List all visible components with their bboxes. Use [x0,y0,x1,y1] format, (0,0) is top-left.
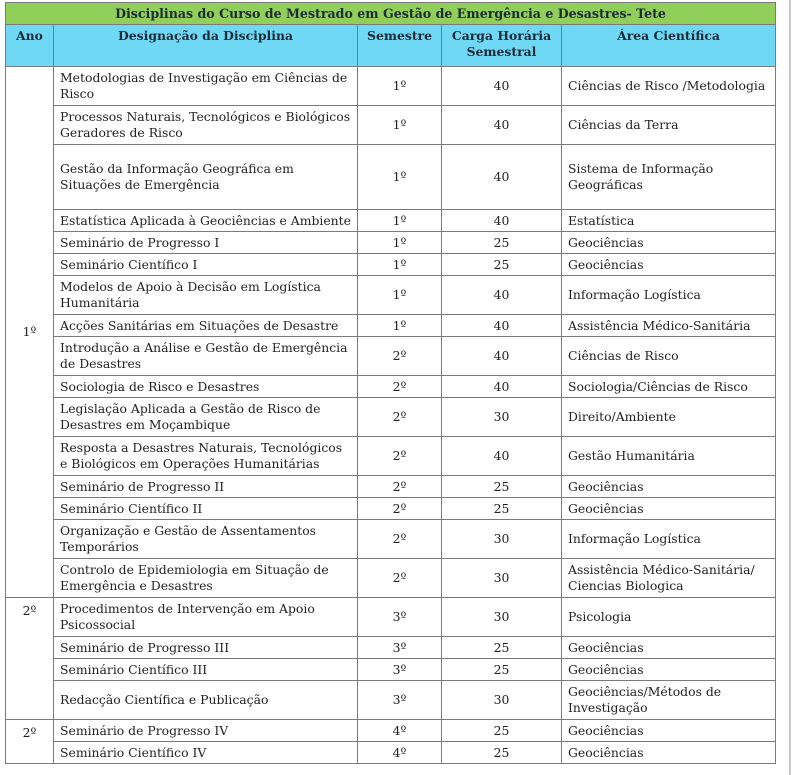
carga-cell: 25 [442,659,562,681]
disciplina-cell: Seminário Científico III [54,659,358,681]
table-row [6,498,776,520]
table-row [6,376,776,398]
header-semestre: Semestre [358,25,442,67]
table-row [6,398,776,437]
carga-cell: 30 [442,598,562,637]
area-cell: Geociências [562,742,776,764]
disciplina-cell: Gestão da Informação Geográfica em Situações de Emergência [54,145,358,210]
disciplina-cell: Processos Naturais, Tecnológicos e Biológicos Geradores de Risco [54,106,358,145]
disciplina-cell: Controlo de Epidemiologia em Situação de Emergência e Desastres [54,559,358,598]
table-row [6,742,776,764]
semestre-cell: 2º [358,559,442,598]
disciplina-cell: Seminário Científico I [54,254,358,276]
disciplina-cell: Introdução a Análise e Gestão de Emergência de Desastres [54,337,358,376]
table-row [6,210,776,232]
disciplina-cell: Resposta a Desastres Naturais, Tecnológicos e Biológicos em Operações Humanitárias [54,437,358,476]
disciplina-cell: Redacção Científica e Publicação [54,681,358,720]
semestre-cell: 2º [358,398,442,437]
carga-cell: 25 [442,254,562,276]
area-cell: Geociências [562,498,776,520]
area-cell: Psicologia [562,598,776,637]
carga-cell: 30 [442,520,562,559]
carga-cell: 40 [442,437,562,476]
carga-cell: 25 [442,742,562,764]
semestre-cell: 3º [358,681,442,720]
disciplina-cell: Modelos de Apoio à Decisão em Logística Humanitária [54,276,358,315]
ano-cell: 1º [6,67,54,598]
carga-cell: 25 [442,476,562,498]
header-disciplina: Designação da Disciplina [54,25,358,67]
table-row [6,637,776,659]
semestre-cell: 2º [358,498,442,520]
semestre-cell: 3º [358,598,442,637]
page-edge-divider [789,0,791,775]
carga-cell: 30 [442,559,562,598]
header-ano: Ano [6,25,54,67]
area-cell: Assistência Médico-Sanitária [562,315,776,337]
area-cell: Assistência Médico-Sanitária/ Ciencias Biologica [562,559,776,598]
semestre-cell: 4º [358,742,442,764]
table-title: Disciplinas do Curso de Mestrado em Gestão de Emergência e Desastres- Tete [6,3,776,25]
table-row [6,276,776,315]
table-row [6,106,776,145]
disciplina-cell: Organização e Gestão de Assentamentos Temporários [54,520,358,559]
semestre-cell: 1º [358,67,442,106]
semestre-cell: 3º [358,659,442,681]
table-header-row [6,25,776,67]
table-row [6,145,776,210]
area-cell: Geociências [562,720,776,742]
carga-cell: 40 [442,276,562,315]
area-cell: Informação Logística [562,276,776,315]
area-cell: Geociências [562,659,776,681]
semestre-cell: 2º [358,376,442,398]
disciplina-cell: Seminário de Progresso III [54,637,358,659]
ano-cell: 2º [6,720,54,764]
header-carga-horaria: Carga Horária Semestral [442,25,562,67]
semestre-cell: 2º [358,520,442,559]
table-row [6,67,776,106]
area-cell: Ciências de Risco [562,337,776,376]
area-cell: Geociências/Métodos de Investigação [562,681,776,720]
semestre-cell: 3º [358,637,442,659]
carga-cell: 40 [442,376,562,398]
semestre-cell: 2º [358,437,442,476]
curriculum-table-container [5,2,775,764]
disciplina-cell: Legislação Aplicada a Gestão de Risco de Desastres em Moçambique [54,398,358,437]
area-cell: Ciências de Risco /Metodologia [562,67,776,106]
semestre-cell: 1º [358,210,442,232]
table-row [6,520,776,559]
area-cell: Informação Logística [562,520,776,559]
area-cell: Geociências [562,232,776,254]
disciplina-cell: Estatística Aplicada à Geociências e Ambiente [54,210,358,232]
table-row [6,559,776,598]
ano-cell: 2º [6,598,54,720]
carga-cell: 40 [442,106,562,145]
semestre-cell: 4º [358,720,442,742]
disciplina-cell: Procedimentos de Intervenção em Apoio Psicossocial [54,598,358,637]
carga-cell: 30 [442,398,562,437]
table-row [6,659,776,681]
area-cell: Direito/Ambiente [562,398,776,437]
table-row [6,337,776,376]
table-row [6,476,776,498]
carga-cell: 25 [442,637,562,659]
table-row [6,254,776,276]
disciplina-cell: Sociologia de Risco e Desastres [54,376,358,398]
area-cell: Geociências [562,254,776,276]
header-area-cientifica: Área Científica [562,25,776,67]
disciplina-cell: Metodologias de Investigação em Ciências de Risco [54,67,358,106]
area-cell: Geociências [562,476,776,498]
table-row [6,720,776,742]
carga-cell: 40 [442,315,562,337]
area-cell: Estatística [562,210,776,232]
carga-cell: 25 [442,498,562,520]
area-cell: Geociências [562,637,776,659]
semestre-cell: 1º [358,254,442,276]
disciplina-cell: Seminário Científico II [54,498,358,520]
area-cell: Sistema de Informação Geográficas [562,145,776,210]
semestre-cell: 2º [358,476,442,498]
curriculum-table [5,2,776,764]
table-row [6,315,776,337]
area-cell: Sociologia/Ciências de Risco [562,376,776,398]
carga-cell: 40 [442,145,562,210]
semestre-cell: 1º [358,106,442,145]
semestre-cell: 1º [358,276,442,315]
carga-cell: 40 [442,210,562,232]
disciplina-cell: Seminário Científico IV [54,742,358,764]
semestre-cell: 1º [358,315,442,337]
disciplina-cell: Seminário de Progresso I [54,232,358,254]
carga-cell: 40 [442,337,562,376]
semestre-cell: 1º [358,232,442,254]
disciplina-cell: Acções Sanitárias em Situações de Desastre [54,315,358,337]
table-row [6,232,776,254]
carga-cell: 40 [442,67,562,106]
table-row [6,681,776,720]
area-cell: Gestão Humanitária [562,437,776,476]
carga-cell: 30 [442,681,562,720]
table-title-row [6,3,776,25]
disciplina-cell: Seminário de Progresso IV [54,720,358,742]
disciplina-cell: Seminário de Progresso II [54,476,358,498]
table-row [6,437,776,476]
table-row [6,598,776,637]
semestre-cell: 2º [358,337,442,376]
semestre-cell: 1º [358,145,442,210]
carga-cell: 25 [442,232,562,254]
carga-cell: 25 [442,720,562,742]
area-cell: Ciências da Terra [562,106,776,145]
